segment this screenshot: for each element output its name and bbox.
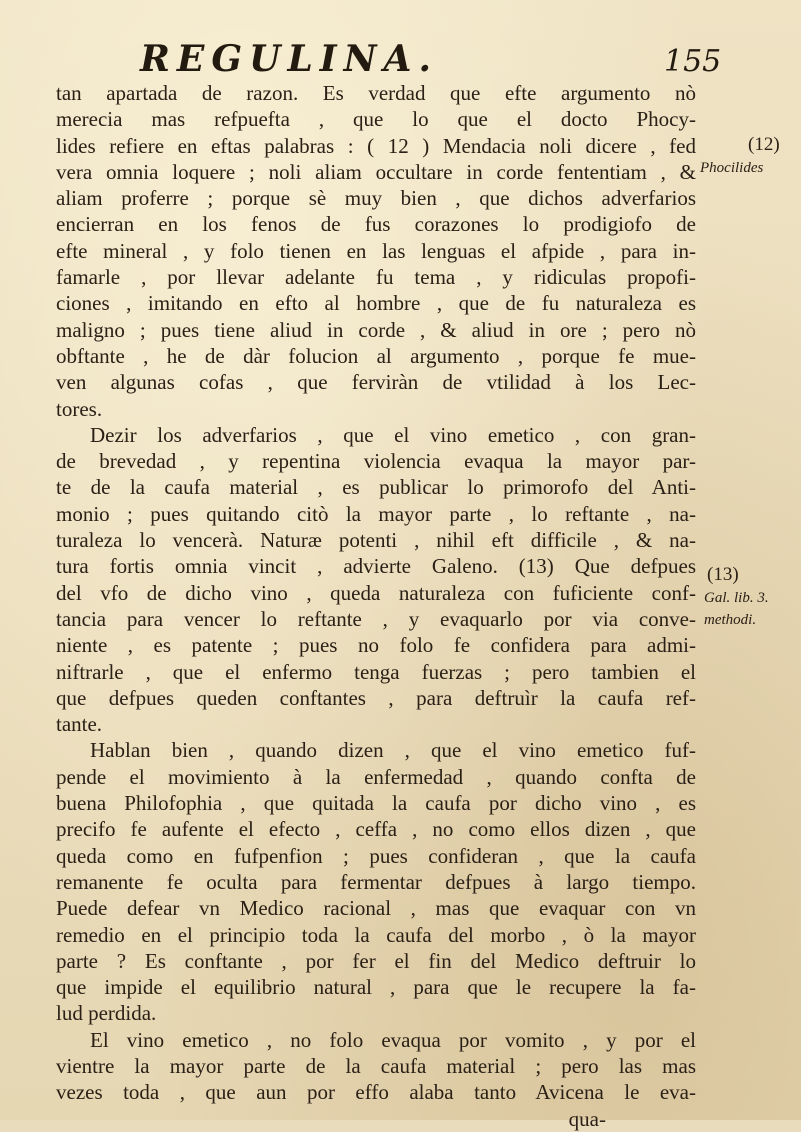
- text-line: parte ? Es conftante , por fer el fin del Medico deftruir lo: [56, 948, 696, 973]
- text-line: Hablan bien , quando dizen , que el vino emetico fuf-: [90, 738, 696, 763]
- text-line: aliam proferre ; porque sè muy bien , que dichos adverfarios: [56, 186, 696, 211]
- text-line: remanente fe oculta para fermentar defpues à largo tiempo.: [56, 869, 696, 894]
- text-line: que impide el equilibrio natural , para que le recupere la fa-: [56, 975, 696, 1000]
- margin-note-ref-12: (12): [748, 134, 780, 155]
- text-line: tura fortis omnia vincit , advierte Galeno. (13) Que defpues: [56, 554, 696, 579]
- text-line: buena Philofophia , que quitada la caufa por dicho vino , es: [56, 791, 696, 816]
- text-line: vera omnia loquere ; noli aliam occultare in corde fententiam , &: [56, 159, 696, 184]
- text-line: de brevedad , y repentina violencia evaqua la mayor par-: [56, 449, 696, 474]
- text-line: que defpues queden conftantes , para deftruìr la caufa ref-: [56, 685, 696, 710]
- text-line: encierran en los fenos de fus corazones lo prodigiofo de: [56, 212, 696, 237]
- text-line: lud perdida.: [56, 1001, 157, 1026]
- text-line: vezes toda , que aun por effo alaba tanto Avicena le eva-: [56, 1080, 696, 1105]
- text-line: queda como en fufpenfion ; pues confideran , que la caufa: [56, 843, 696, 868]
- text-line: tancia para vencer lo reftante , y evaquarlo por via conve-: [56, 606, 696, 631]
- text-line: vientre la mayor parte de la caufa material ; pero las mas: [56, 1053, 696, 1078]
- text-line: obftante , he de dàr folucion al argumento , porque fe mue-: [56, 343, 696, 368]
- text-line: El vino emetico , no folo evaqua por vomito , y por el: [90, 1027, 696, 1052]
- text-line: tan apartada de razon. Es verdad que efte argumento nò: [56, 81, 696, 105]
- text-line: del vfo de dicho vino , queda naturaleza con fuficiente conf-: [56, 580, 696, 605]
- margin-note-ref-13: (13): [707, 564, 739, 585]
- text-line: merecia mas refpuefta , que lo que el docto Phocy-: [56, 107, 696, 132]
- text-line: famarle , por llevar adelante fu tema , y ridiculas propofi-: [56, 265, 696, 290]
- margin-note-phocilides: Phocilides: [700, 160, 764, 176]
- text-line: ciones , imitando en efto al hombre , que de fu naturaleza es: [56, 291, 696, 316]
- text-line: precifo fe aufente el efecto , ceffa , no como ellos dizen , que: [56, 817, 696, 842]
- margin-note-galen-1: Gal. lib. 3.: [704, 590, 769, 606]
- text-line: qua-: [568, 1106, 606, 1131]
- text-line: remedio en el principio toda la caufa del morbo , ò la mayor: [56, 922, 696, 947]
- text-line: turaleza lo vencerà. Naturæ potenti , nihil eft difficile , & na-: [56, 528, 696, 553]
- text-line: niftrarle , que el enfermo tenga fuerzas ; pero tambien el: [56, 659, 696, 684]
- text-line: niente , es patente ; pues no folo fe confidera para admi-: [56, 633, 696, 658]
- text-line: ven algunas cofas , que ferviràn de vtilidad à los Lec-: [56, 370, 696, 395]
- running-head: REGULINA.: [140, 38, 439, 80]
- text-line: efte mineral , y folo tienen en las lenguas el afpide , para in-: [56, 238, 696, 263]
- body-text: [56, 80, 696, 1132]
- page-number: 155: [664, 44, 722, 79]
- text-line: monio ; pues quitando citò la mayor parte , lo reftante , na-: [56, 501, 696, 526]
- text-line: Puede defear vn Medico racional , mas que evaquar con vn: [56, 896, 696, 921]
- text-line: tante.: [56, 712, 103, 737]
- text-line: pende el movimiento à la enfermedad , quando confta de: [56, 764, 696, 789]
- margin-note-galen-2: methodi.: [704, 612, 757, 628]
- text-line: tores.: [56, 396, 103, 421]
- text-line: lides refiere en eftas palabras : ( 12 ) Mendacia noli dicere , fed: [56, 133, 696, 158]
- text-line: te de la caufa material , es publicar lo primorofo del Anti-: [56, 475, 696, 500]
- text-line: maligno ; pues tiene aliud in corde , & aliud in ore ; pero nò: [56, 317, 696, 342]
- text-line: Dezir los adverfarios , que el vino emetico , con gran-: [90, 422, 696, 447]
